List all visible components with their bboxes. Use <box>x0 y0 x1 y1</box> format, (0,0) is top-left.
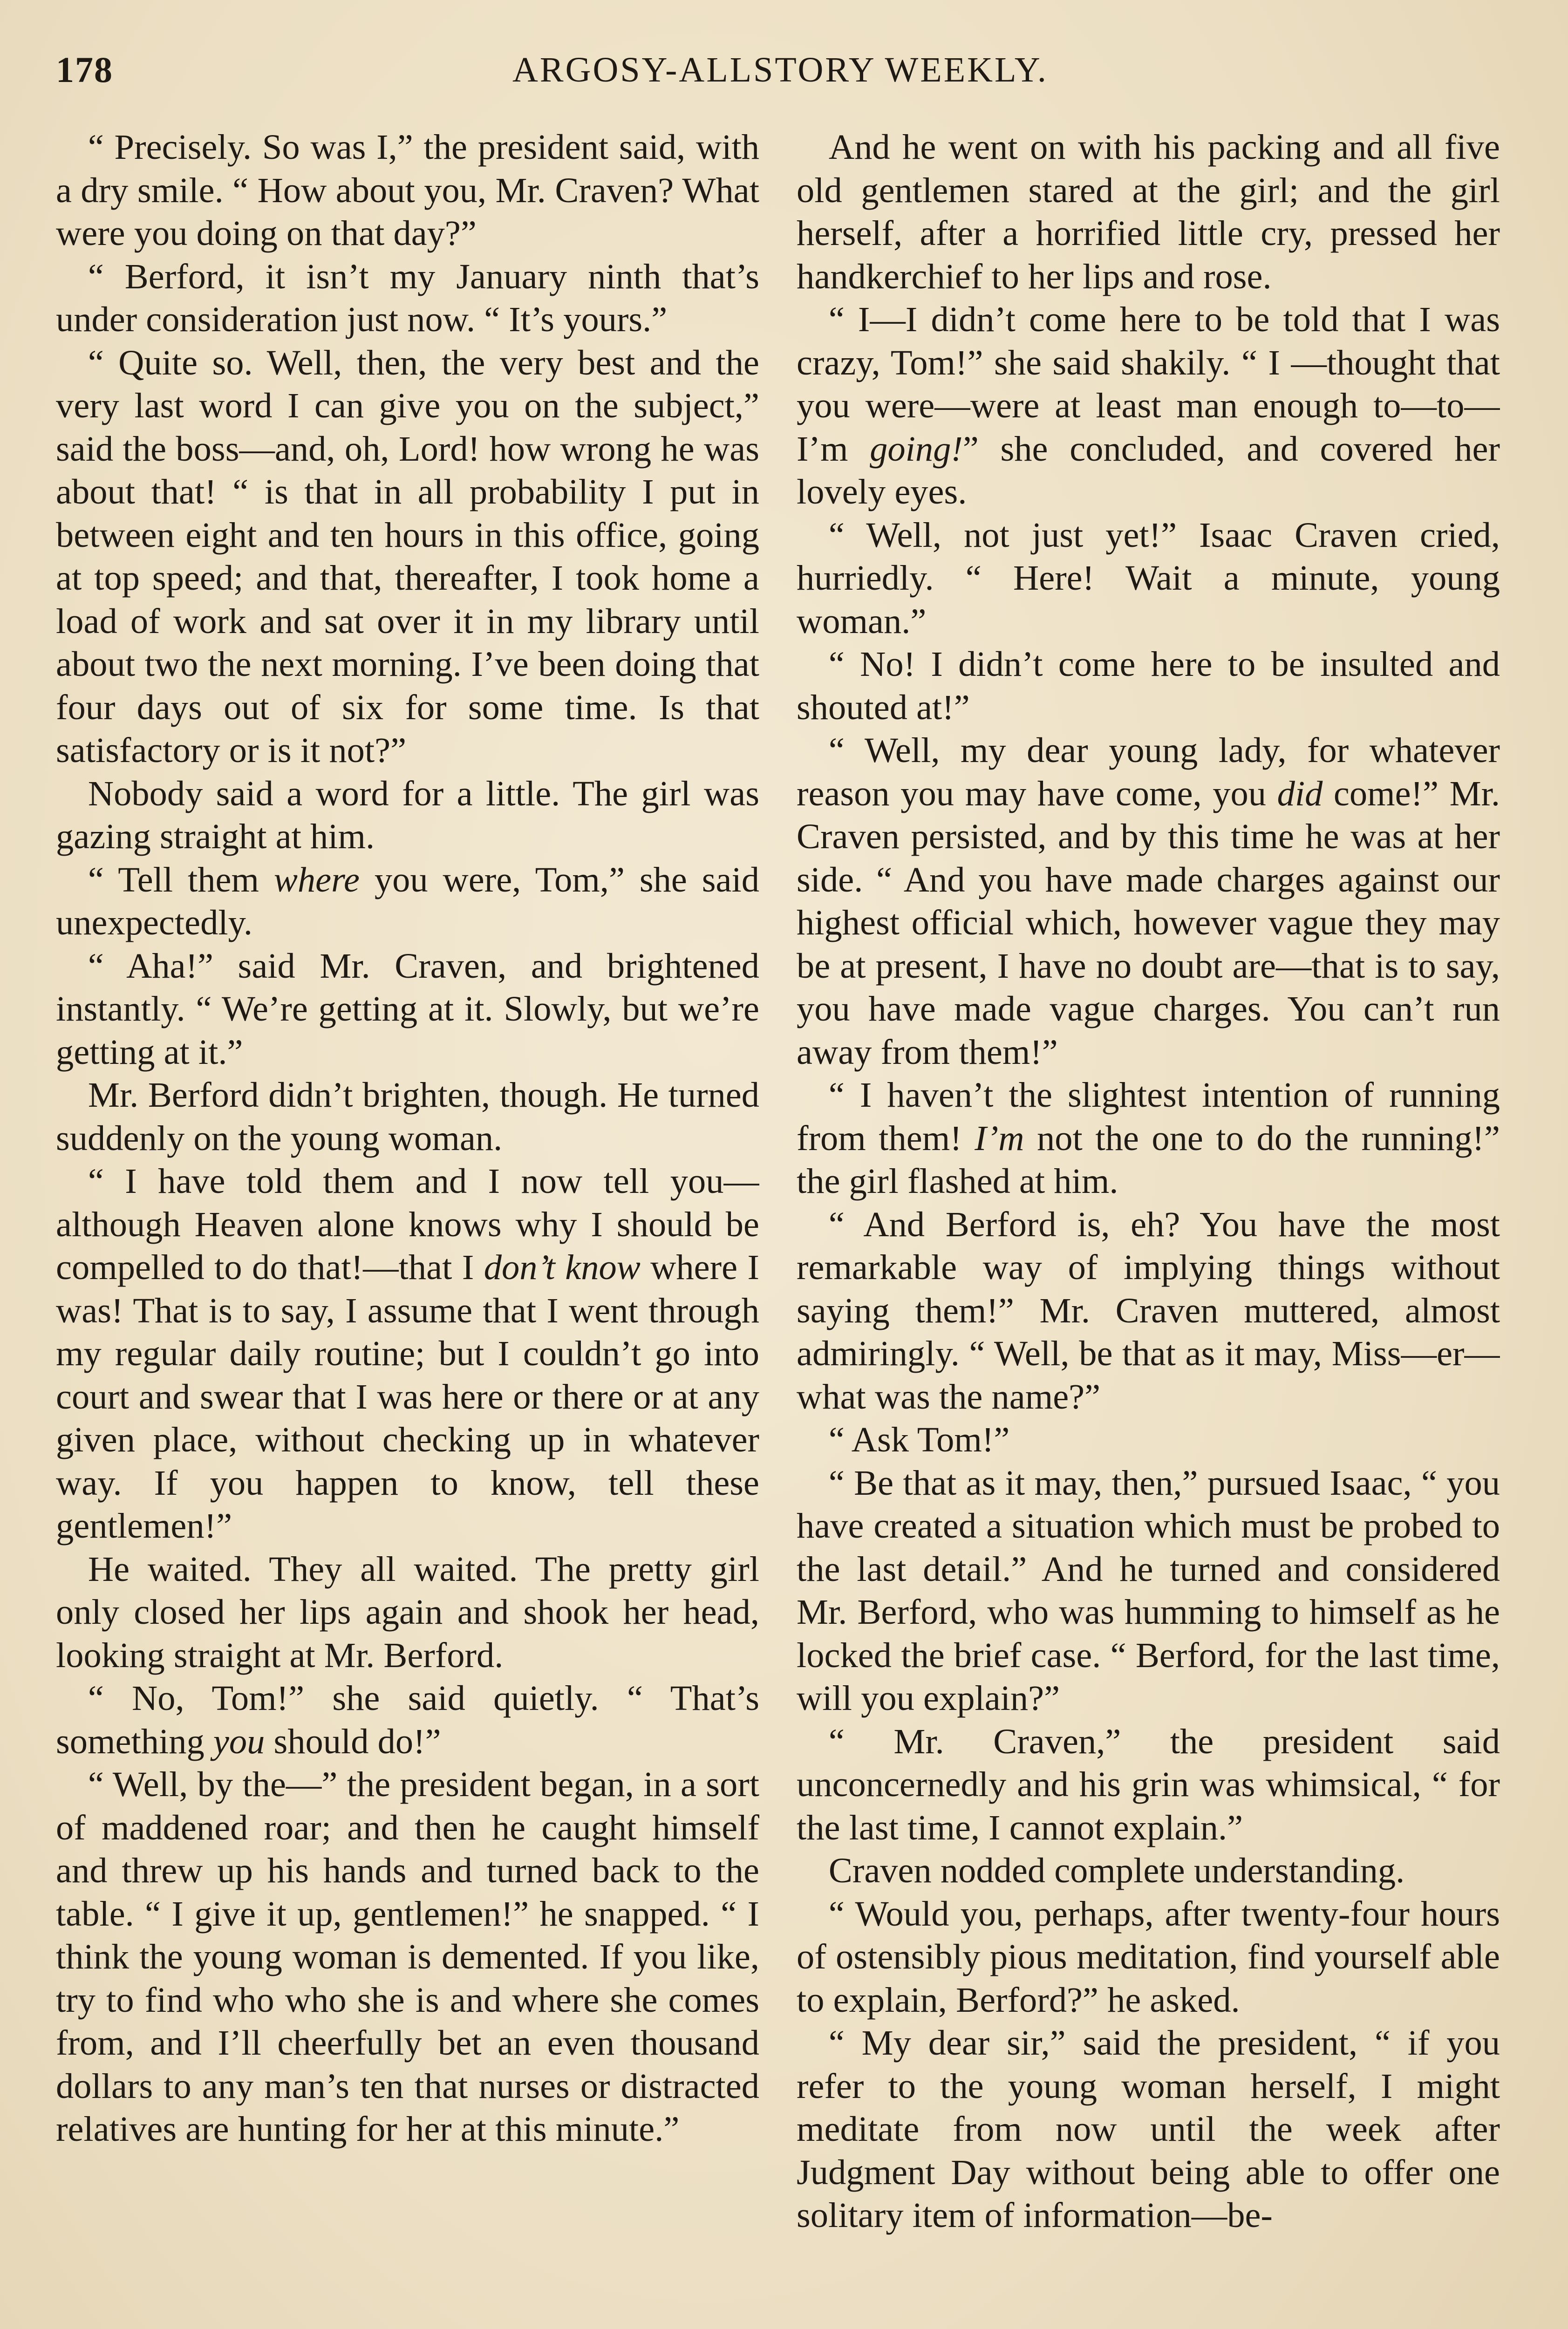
paragraph <box>56 945 759 1074</box>
paragraph-text: “ Tell them <box>88 859 274 899</box>
italic-text: where <box>273 859 360 899</box>
paragraph <box>56 1160 759 1548</box>
paragraph <box>56 858 759 945</box>
italic-text: I’m <box>975 1118 1024 1158</box>
italic-text: you <box>213 1721 265 1761</box>
paragraph <box>797 126 1500 298</box>
paragraph-text: “ Precisely. So was I,” the president said, with a dry smile. “ How about you, Mr. Craven? What were you doing on that day?” <box>56 127 759 253</box>
paragraph-text: “ Ask Tom!” <box>828 1420 1010 1459</box>
paragraph-text: “ Quite so. Well, then, the very best and the very last word I can give you on the subject,” said the boss—and, oh, Lord! how wrong he was about that! “ is that in all probability I put in between eight and ten hours in this office, going at top speed; and that, thereafter, I took home a load of work and sat over it in my library until about two the next morning. I’ve been doing that four days out of six for some time. Is that satisfactory or is it not?” <box>56 342 759 770</box>
paragraph <box>797 643 1500 729</box>
paragraph-text: ” she concluded, and covered her lovely eyes. <box>797 429 1500 511</box>
paragraph-text: “ And Berford is, eh? You have the most remarkable way of implying things without saying them!” Mr. Craven muttered, almost admiringly. “ Well, be that as it may, Miss—er—what was the name?” <box>797 1204 1500 1416</box>
paragraph <box>56 126 759 255</box>
paragraph <box>56 1548 759 1677</box>
paragraph-text: not the one to do the running!” the girl flashed at him. <box>797 1118 1500 1201</box>
page-number: 178 <box>56 49 113 90</box>
paragraph-text: “ No, Tom!” she said quietly. “ That’s something <box>56 1678 759 1761</box>
paragraph-text: “ Well, by the—” the president began, in a sort of maddened roar; and then he caught himself and threw up his hands and turned back to the table. “ I give it up, gentlemen!” he snapped. “ I think the young woman is demented. If you like, try to find who who she is and where she comes from, and I’ll cheerfully bet an even thousand dollars to any man’s ten that nurses or distracted relatives are hunting for her at this minute.” <box>56 1764 759 2149</box>
paragraph <box>797 514 1500 643</box>
paragraph-text: “ Well, not just yet!” Isaac Craven cried, hurriedly. “ Here! Wait a minute, young woman.” <box>797 515 1500 641</box>
paragraph <box>56 1763 759 2151</box>
page-header <box>56 47 1505 98</box>
paragraph <box>56 341 759 772</box>
italic-text: did <box>1277 773 1323 813</box>
right-text-column <box>797 126 1500 2329</box>
paragraph-text: He waited. They all waited. The pretty girl only closed her lips again and shook her head, looking straight at Mr. Berford. <box>56 1549 759 1675</box>
paragraph <box>797 1462 1500 1720</box>
paragraph <box>797 1074 1500 1203</box>
paragraph-text: Craven nodded complete understanding. <box>828 1851 1405 1890</box>
paragraph <box>797 1849 1500 1893</box>
italic-text: don’t know <box>484 1247 641 1287</box>
paragraph <box>797 729 1500 1074</box>
paragraph-text: “ My dear sir,” said the president, “ if you refer to the young woman herself, I might meditate from now until the week after Judgment Day without being able to offer one solitary item of information—be- <box>797 2023 1500 2235</box>
paragraph <box>56 255 759 341</box>
paragraph <box>56 1074 759 1160</box>
paragraph-text: you were, Tom,” she said unexpectedly. <box>56 859 759 942</box>
paragraph-text: should do!” <box>265 1721 441 1761</box>
paragraph-text: come!” Mr. Craven persisted, and by this time he was at her side. “ And you have made charges against our highest official which, however vague they may be at present, I have no doubt are—that is to say, you have made vague charges. You can’t run away from them!” <box>797 773 1500 1072</box>
paragraph-text: “ I haven’t the slightest intention of running from them! <box>797 1075 1500 1158</box>
paragraph-text: “ Berford, it isn’t my January ninth that’s under consideration just now. “ It’s yours.” <box>56 256 759 339</box>
paragraph-text: “ Mr. Craven,” the president said unconcernedly and his grin was whimsical, “ for the last time, I cannot explain.” <box>797 1721 1500 1847</box>
paragraph <box>797 1418 1500 1462</box>
italic-text: going! <box>870 429 963 469</box>
paragraph-text: And he went on with his packing and all five old gentlemen stared at the girl; and the girl herself, after a horrified little cry, pressed her handkerchief to her lips and rose. <box>797 127 1500 296</box>
paragraph <box>56 1677 759 1763</box>
left-text-column <box>56 126 759 2329</box>
paragraph-text: “ I—I didn’t come here to be told that I was crazy, Tom!” she said shakily. “ I —thought that you were—were at least man enough to—to—I’m <box>797 300 1500 469</box>
paragraph-text: “ I have told them and I now tell you—although Heaven alone knows why I should be compelled to do that!—that I <box>56 1161 759 1287</box>
paragraph-text: “ No! I didn’t come here to be insulted and shouted at!” <box>797 644 1500 727</box>
paragraph-text: “ Aha!” said Mr. Craven, and brightened instantly. “ We’re getting at it. Slowly, but we’re getting at it.” <box>56 946 759 1072</box>
paragraph <box>797 1893 1500 2022</box>
running-title: ARGOSY-ALLSTORY WEEKLY. <box>512 50 1048 89</box>
paragraph-text: “ Would you, perhaps, after twenty-four hours of ostensibly pious meditation, find yourself able to explain, Berford?” he asked. <box>797 1893 1500 2020</box>
paragraph-text: Nobody said a word for a little. The girl was gazing straight at him. <box>56 773 759 856</box>
paragraph <box>56 772 759 858</box>
paragraph-text: where I was! That is to say, I assume that I went through my regular daily routine; but I couldn’t go into court and swear that I was here or there or at any given place, without checking up in whatever way. If you happen to know, tell these gentlemen!” <box>56 1247 759 1546</box>
paragraph <box>797 1720 1500 1850</box>
paragraph <box>797 2022 1500 2237</box>
paragraph-text: Mr. Berford didn’t brighten, though. He turned suddenly on the young woman. <box>56 1075 759 1158</box>
paragraph <box>797 298 1500 514</box>
paragraph-text: “ Be that as it may, then,” pursued Isaac, “ you have created a situation which must be probed to the last detail.” And he turned and considered Mr. Berford, who was humming to himself as he locked the brief case. “ Berford, for the last time, will you explain?” <box>797 1463 1500 1718</box>
paragraph <box>797 1203 1500 1419</box>
paragraph-text: “ Well, my dear young lady, for whatever reason you may have come, you <box>797 730 1500 813</box>
